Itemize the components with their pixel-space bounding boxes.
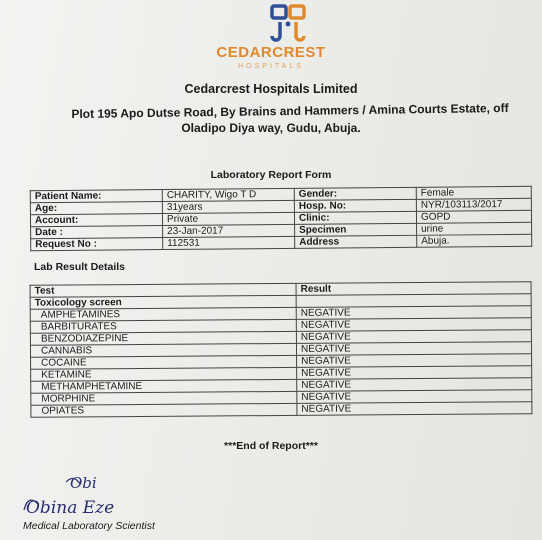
end-of-report: ***End of Report*** bbox=[224, 440, 318, 452]
gender-value: Female bbox=[416, 186, 531, 199]
clinic-value: GOPD bbox=[416, 210, 531, 223]
test-result: NEGATIVE bbox=[297, 390, 532, 404]
test-name: BENZODIAZEPINE bbox=[30, 331, 296, 345]
hosp-no-value: NYR/103113/2017 bbox=[416, 198, 531, 211]
signature-name: Obina Eze bbox=[26, 498, 115, 518]
address-line-2: Oladipo Diya way, Gudu, Abuja. bbox=[181, 121, 361, 135]
address-label: Address bbox=[295, 235, 417, 248]
test-result: NEGATIVE bbox=[297, 402, 532, 416]
test-result: NEGATIVE bbox=[296, 330, 531, 344]
age-label: Age: bbox=[30, 202, 162, 215]
address-line-1: Plot 195 Apo Dutse Road, By Brains and Hammers / Amina Courts Estate, off bbox=[71, 100, 509, 122]
test-column-header: Test bbox=[30, 283, 296, 297]
test-result: NEGATIVE bbox=[297, 366, 532, 380]
test-name: AMPHETAMINES bbox=[30, 307, 296, 321]
signature-icon bbox=[22, 470, 182, 520]
account-value: Private bbox=[162, 212, 294, 225]
brand-tagline: HOSPITALS bbox=[238, 63, 304, 70]
form-title: Laboratory Report Form bbox=[210, 169, 332, 181]
gender-label: Gender: bbox=[294, 187, 416, 200]
request-no-value: 112531 bbox=[163, 236, 295, 249]
hosp-no-label: Hosp. No: bbox=[294, 199, 416, 212]
specimen-label: Specimen bbox=[295, 223, 417, 236]
date-label: Date : bbox=[31, 226, 163, 239]
organization-name: Cedarcrest Hospitals Limited bbox=[184, 82, 358, 96]
table-row bbox=[31, 402, 532, 417]
test-name: METHAMPHETAMINE bbox=[31, 379, 297, 393]
test-result: NEGATIVE bbox=[296, 318, 531, 332]
brand-name: CEDARCREST bbox=[216, 44, 326, 61]
result-column-header: Result bbox=[296, 282, 531, 296]
account-label: Account: bbox=[30, 214, 162, 227]
test-result: NEGATIVE bbox=[297, 378, 532, 392]
test-result: NEGATIVE bbox=[296, 306, 531, 320]
address-value: Abuja. bbox=[417, 234, 532, 247]
signature-caption: Medical Laboratory Scientist bbox=[23, 520, 155, 532]
patient-name-value: CHARITY, Wigo T D bbox=[162, 188, 294, 201]
clinic-label: Clinic: bbox=[294, 211, 416, 224]
request-no-label: Request No : bbox=[31, 238, 163, 251]
test-group-label: Toxicology screen bbox=[30, 295, 296, 309]
patient-info-table bbox=[30, 186, 533, 251]
patient-name-label: Patient Name: bbox=[30, 190, 162, 203]
test-name: CANNABIS bbox=[30, 343, 296, 357]
test-name: OPIATES bbox=[31, 403, 297, 417]
date-value: 23-Jan-2017 bbox=[163, 224, 295, 237]
lab-results-table bbox=[30, 281, 533, 418]
specimen-value: urine bbox=[417, 222, 532, 235]
test-name: KETAMINE bbox=[31, 367, 297, 381]
test-name: COCAINE bbox=[31, 355, 297, 369]
cedarcrest-logo-icon bbox=[258, 2, 318, 44]
test-result: NEGATIVE bbox=[297, 354, 532, 368]
age-value: 31years bbox=[162, 200, 294, 213]
test-result: NEGATIVE bbox=[296, 342, 531, 356]
lab-results-title: Lab Result Details bbox=[34, 261, 126, 273]
signature-initials: Obi bbox=[70, 474, 97, 492]
test-name: MORPHINE bbox=[31, 391, 297, 405]
test-name: BARBITURATES bbox=[30, 319, 296, 333]
